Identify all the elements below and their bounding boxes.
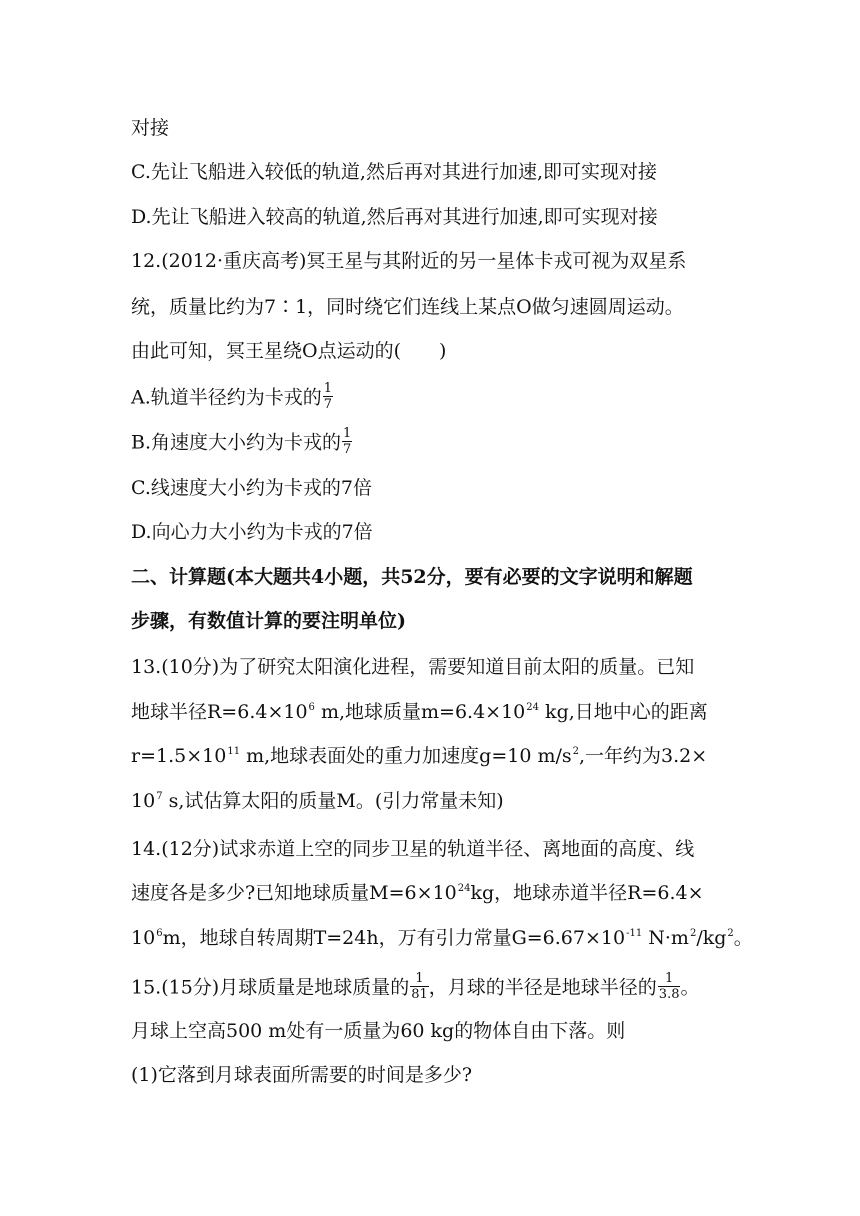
text-segment: r=1.5×10: [131, 745, 227, 767]
text-segment: ,一年约为3.2×: [579, 745, 708, 767]
exponent: 24: [526, 702, 540, 713]
text-segment: 速度各是多少?已知地球质量M=6×10: [131, 882, 457, 904]
option-d: D.先让飞船进入较高的轨道,然后再对其进行加速,即可实现对接: [131, 206, 658, 228]
exponent: 2: [689, 928, 697, 939]
exponent: 6: [308, 702, 315, 713]
text-segment: s,试估算太阳的质量M。(引力常量未知): [162, 790, 504, 812]
denominator: 3.8: [658, 987, 680, 1002]
section-heading: 二、计算题(本大题共4小题，共52分，要有必要的文字说明和解题: [131, 566, 693, 588]
text-line: [131, 927, 753, 949]
text-segment: m,地球质量m=6.4×10: [314, 701, 526, 723]
exponent: 6: [156, 928, 163, 939]
text-segment: N·m: [642, 927, 689, 949]
text-line: [131, 882, 704, 904]
exponent: -11: [626, 928, 643, 939]
option-c: C.先让飞船进入较低的轨道,然后再对其进行加速,即可实现对接: [131, 161, 657, 183]
text-segment: 10: [131, 790, 156, 812]
text-line: 统，质量比约为7∶1，同时绕它们连线上某点O做匀速圆周运动。: [131, 296, 684, 318]
text-segment: 。: [733, 927, 753, 949]
text-segment: m，地球自转周期T=24h，万有引力常量G=6.67×10: [162, 927, 626, 949]
text-segment: 15.(15分)月球质量是地球质量的: [131, 976, 410, 999]
fraction: [323, 381, 333, 412]
section-heading: 步骤，有数值计算的要注明单位): [131, 610, 406, 632]
question-12: 12.(2012·重庆高考)冥王星与其附近的另一星体卡戎可视为双星系: [131, 250, 687, 272]
denominator: 81: [411, 987, 428, 1002]
text-line: [131, 745, 707, 767]
exponent: 11: [227, 746, 241, 757]
numerator: 1: [658, 971, 681, 987]
text-segment: ，月球的半径是地球半径的: [428, 976, 657, 999]
numerator: 1: [343, 426, 352, 441]
option-a: [131, 383, 333, 414]
question-15: [131, 973, 700, 1004]
option-d: D.向心力大小约为卡戎的7倍: [131, 521, 373, 543]
text-segment: 。: [680, 976, 700, 999]
text-segment: 10: [131, 927, 156, 949]
text-segment: 地球半径R=6.4×10: [131, 701, 308, 723]
text-segment: kg,日地中心的距离: [539, 701, 708, 723]
question-14: 14.(12分)试求赤道上空的同步卫星的轨道半径、离地面的高度、线: [131, 838, 695, 860]
text-line: [131, 790, 504, 812]
option-text: B.角速度大小约为卡戎的: [131, 431, 342, 454]
option-b: [131, 428, 352, 459]
fraction: [658, 971, 681, 1002]
exponent: 24: [457, 883, 471, 894]
text-segment: m,地球表面处的重力加速度g=10 m/s: [240, 745, 572, 767]
exponent: 2: [572, 746, 580, 757]
option-text: A.轨道半径约为卡戎的: [131, 386, 322, 409]
sub-question: (1)它落到月球表面所需要的时间是多少?: [131, 1064, 473, 1086]
denominator: 7: [343, 442, 352, 457]
exponent: 7: [156, 791, 163, 802]
text-segment: /kg: [696, 927, 727, 949]
exponent: 2: [727, 928, 734, 939]
numerator: 1: [410, 971, 429, 987]
option-c: C.线速度大小约为卡戎的7倍: [131, 477, 372, 499]
text-line: 由此可知，冥王星绕O点运动的( ): [131, 340, 447, 362]
text-segment: kg，地球赤道半径R=6.4×: [470, 882, 704, 904]
text-line: 月球上空高500 m处有一质量为60 kg的物体自由下落。则: [131, 1020, 626, 1042]
numerator: 1: [323, 381, 333, 396]
fraction: [342, 426, 352, 457]
text-line: [131, 701, 708, 723]
denominator: 7: [323, 397, 333, 412]
question-13: 13.(10分)为了研究太阳演化进程，需要知道目前太阳的质量。已知: [131, 656, 695, 678]
text-line: 对接: [131, 117, 170, 139]
fraction: [410, 971, 429, 1002]
